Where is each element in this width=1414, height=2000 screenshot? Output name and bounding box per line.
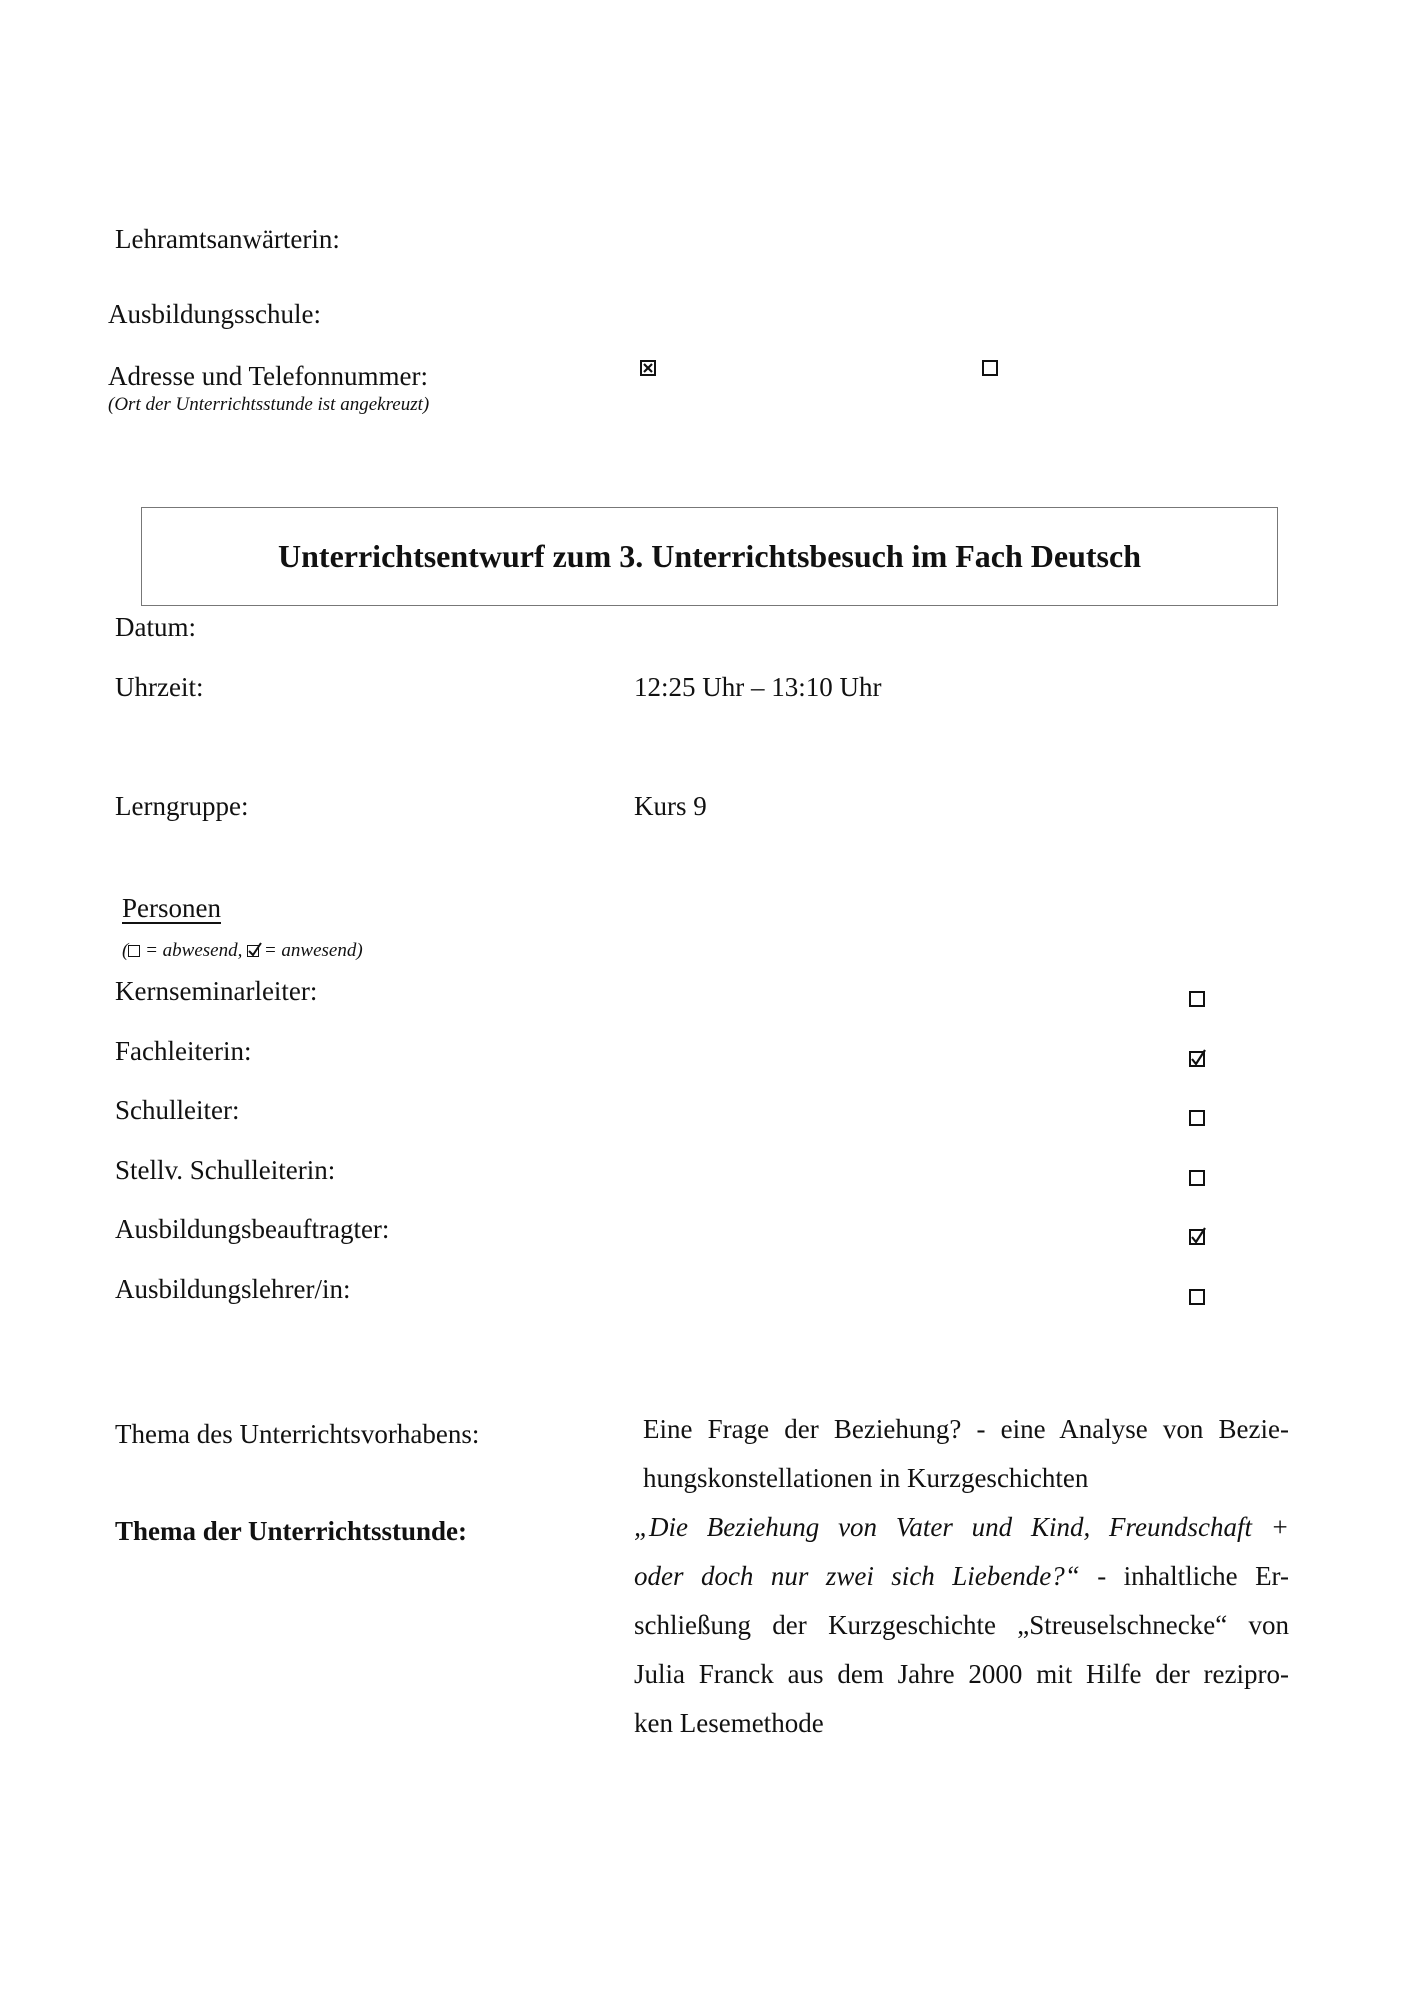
- cross-mark-icon: [640, 360, 656, 376]
- lesson-topic-line: „Die Beziehung von Vater und Kind, Freundschaft +: [634, 1512, 1289, 1542]
- person-label: Kernseminarleiter:: [115, 976, 318, 1006]
- person-attendance-checkbox[interactable]: [1189, 1110, 1205, 1126]
- group-label: Lerngruppe:: [115, 791, 249, 821]
- person-label: Fachleiterin:: [115, 1035, 252, 1066]
- check-box-icon: [247, 945, 259, 957]
- lesson-topic-line: ken Lesemethode: [634, 1708, 824, 1738]
- lesson-topic-line: [634, 1561, 1289, 1592]
- empty-box-icon: [128, 945, 140, 957]
- group-value: Kurs 9: [634, 791, 707, 821]
- school-location-checkbox[interactable]: [640, 360, 656, 376]
- unit-topic-label: Thema des Unterrichtsvorhabens:: [115, 1419, 480, 1449]
- check-mark-icon: [1189, 1051, 1205, 1067]
- time-value: 12:25 Uhr – 13:10 Uhr: [634, 672, 882, 702]
- lesson-topic-rest: - inhaltliche Er-: [1079, 1561, 1289, 1591]
- lesson-topic-line: schließung der Kurzgeschichte „Streuselschnecke“ von: [634, 1610, 1289, 1640]
- school-label: Ausbildungsschule:: [108, 299, 321, 329]
- person-attendance-checkbox[interactable]: [1189, 1229, 1205, 1245]
- legend-present: = anwesend): [259, 940, 363, 961]
- address-note: (Ort der Unterrichtsstunde ist angekreuzt): [108, 394, 430, 415]
- other-location-checkbox[interactable]: [982, 360, 998, 376]
- person-label: Schulleiter:: [115, 1095, 240, 1125]
- lesson-topic-italic: oder doch nur zwei sich Liebende?“: [634, 1561, 1080, 1591]
- person-attendance-checkbox[interactable]: [1189, 1051, 1205, 1067]
- legend-absent: = abwesend,: [140, 940, 248, 961]
- lesson-topic-label: Thema der Unterrichtsstunde:: [115, 1516, 467, 1546]
- persons-legend: [122, 940, 363, 962]
- unit-topic-line: hungskonstellationen in Kurzgeschichten: [643, 1463, 1089, 1493]
- person-label: Stellv. Schulleiterin:: [115, 1154, 336, 1185]
- person-attendance-checkbox[interactable]: [1189, 1170, 1205, 1186]
- unit-topic-line: Eine Frage der Beziehung? - eine Analyse von Bezie-: [643, 1414, 1289, 1444]
- document-title: Unterrichtsentwurf zum 3. Unterrichtsbesuch im Fach Deutsch: [278, 538, 1141, 574]
- lesson-topic-line: Julia Franck aus dem Jahre 2000 mit Hilfe der rezipro-: [634, 1659, 1289, 1689]
- persons-heading: Personen: [122, 893, 221, 923]
- address-label: Adresse und Telefonnummer:: [108, 361, 429, 391]
- time-label: Uhrzeit:: [115, 672, 204, 702]
- person-attendance-checkbox[interactable]: [1189, 1289, 1205, 1305]
- check-mark-icon: [1189, 1229, 1205, 1245]
- person-label: Ausbildungsbeauftragter:: [115, 1214, 390, 1244]
- date-label: Datum:: [115, 612, 196, 642]
- person-label: Ausbildungslehrer/in:: [115, 1273, 351, 1304]
- document-title-box: [141, 507, 1278, 606]
- candidate-label: Lehramtsanwärterin:: [115, 224, 340, 254]
- person-attendance-checkbox[interactable]: [1189, 991, 1205, 1007]
- legend-open: (: [122, 940, 129, 961]
